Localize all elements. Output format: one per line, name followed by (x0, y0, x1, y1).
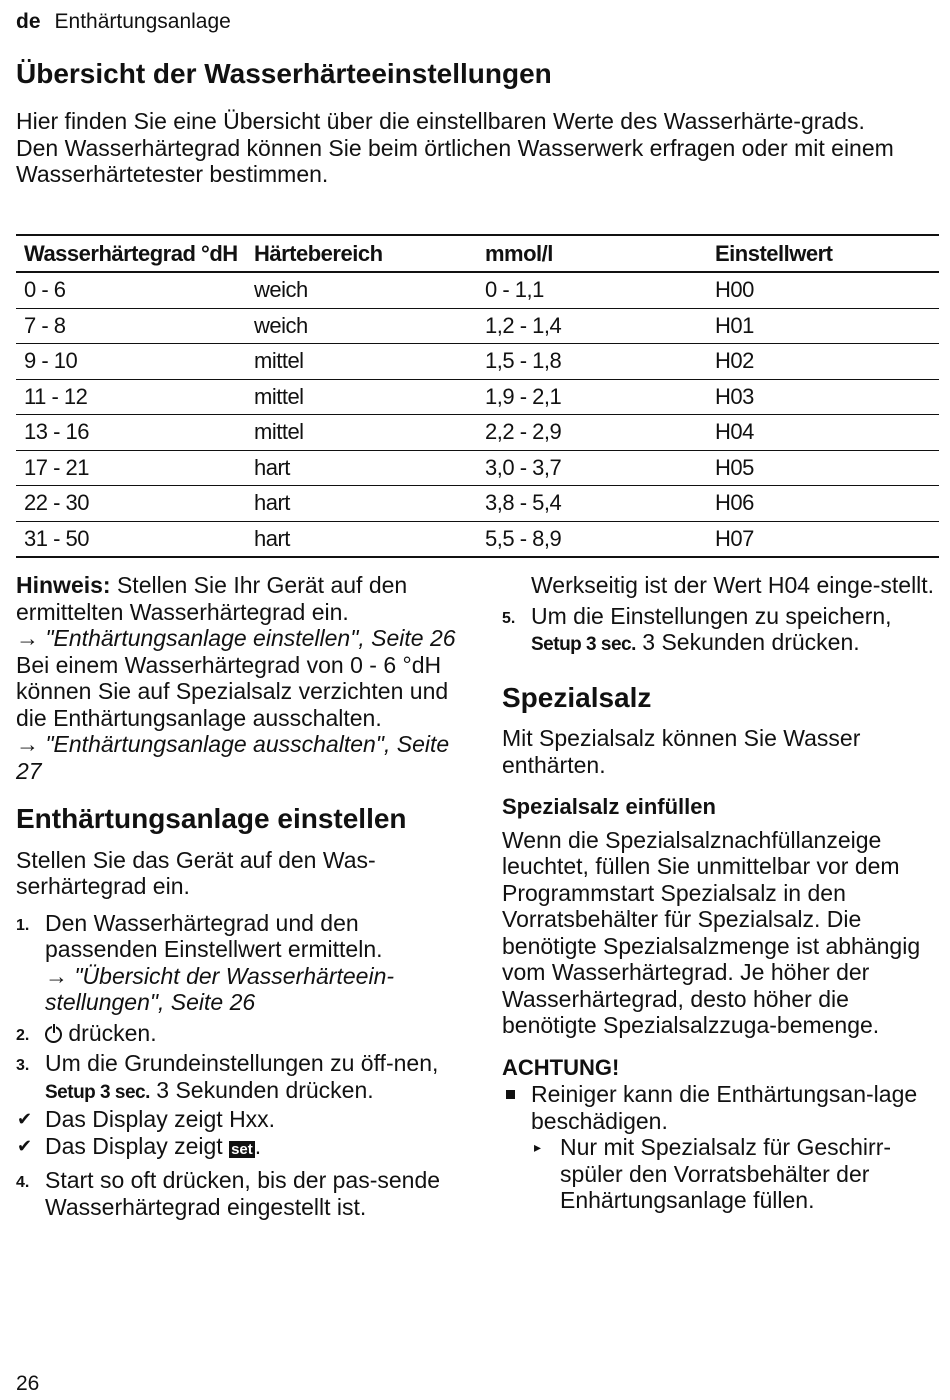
table-row (16, 308, 939, 344)
table-cell: 5,5 - 8,9 (485, 525, 562, 551)
section-title-salt: Spezialsalz (502, 681, 652, 713)
table-row (16, 415, 939, 451)
table-row (16, 379, 939, 415)
check-icon: ✔ (17, 1109, 33, 1129)
table-cell: mittel (246, 379, 477, 415)
table-cell: 1,5 - 1,8 (477, 344, 707, 380)
warning-action (502, 1134, 940, 1214)
table-cell: 3,0 - 3,7 (477, 450, 707, 486)
table-cell: H01 (707, 308, 939, 344)
column-header: Wasserhärtegrad °dH (16, 235, 246, 272)
table-cell: H07 (715, 525, 754, 551)
table-cell: 22 - 30 (16, 486, 246, 522)
table-cell: 9 - 10 (16, 344, 246, 380)
display-set-badge: set (231, 1140, 253, 1158)
table-cell: weich (246, 272, 477, 308)
table-cell: H00 (707, 272, 939, 308)
language-code: de (16, 10, 41, 33)
warning-item (502, 1081, 940, 1134)
table-cell: H03 (707, 379, 939, 415)
table-cell: hart (246, 450, 477, 486)
intro-paragraph: Hier finden Sie eine Übersicht über die einstellbaren Werte des Wasserhärte-grads. (16, 108, 865, 134)
step-text: 3 Sekunden drücken. (635, 629, 860, 655)
warning-title: ACHTUNG! (502, 1054, 620, 1080)
column-header: mmol/l (477, 235, 707, 272)
column-header: Härtebereich (246, 235, 477, 272)
table-row (16, 344, 939, 380)
triangle-bullet-icon: ▸ (534, 1139, 542, 1155)
bullet-square-icon (506, 1090, 515, 1099)
table-cell: 2,2 - 2,9 (477, 415, 707, 451)
table-row (16, 272, 939, 308)
setup-key-label: Setup 3 sec. (531, 634, 636, 655)
table-cell: 1,2 - 1,4 (477, 308, 707, 344)
power-icon (45, 1026, 62, 1043)
salt-intro: Mit Spezialsalz können Sie Wasser enthärten. (502, 725, 861, 778)
step-number: 3. (16, 1057, 30, 1074)
salt-fill-text: Wenn die Spezialsalznachfüllanzeige leuchtet, füllen Sie unmittelbar vor dem Programmstart Spezialsalz in den Vorratsbehälter für Spezialsalz. Die benötigte Spezialsalzmenge ist abhängig vom Wasserhärtegrad. Je höher der Wasserhärtegrad, desto höher die benötigte Spezialsalzzuga-bemenge. (502, 826, 921, 1038)
default-value-note: Werkseitig ist der Wert H04 einge-stellt. (531, 572, 935, 598)
page-number: 26 (16, 1372, 40, 1395)
right-column (502, 572, 940, 1214)
warning-action-text: Nur mit Spezialsalz für Geschirr-spüler den Vorratsbehälter der Enhärtungsanlage füllen. (560, 1134, 892, 1213)
section-name: Enthärtungsanlage (54, 10, 231, 33)
table-cell: 3,8 - 5,4 (477, 486, 707, 522)
page-title: Übersicht der Wasserhärteeinstellungen (16, 58, 552, 89)
table-row (16, 450, 939, 486)
subsection-title: Spezialsalz einfüllen (502, 794, 716, 819)
intro-text (16, 108, 941, 188)
result-text: Das Display zeigt Hxx. (45, 1106, 276, 1132)
setup-key-label: Setup 3 sec. (45, 1081, 150, 1103)
table-cell: 1,9 - 2,1 (477, 379, 707, 415)
result-text: Das Display zeigt (45, 1132, 230, 1159)
table-cell: 0 - 1,1 (477, 272, 707, 308)
cross-reference-link[interactable]: → "Enthärtungsanlage ausschalten", Seite 27 (16, 731, 450, 784)
table-cell: H02 (707, 344, 939, 380)
setup-intro: Stellen Sie das Gerät auf den Was-serhärtegrad ein. (16, 846, 376, 899)
step-item (16, 910, 466, 1016)
check-icon: ✔ (17, 1135, 33, 1156)
step-text: Um die Grundeinstellungen zu öff-nen, (45, 1050, 439, 1076)
table-cell: H04 (707, 415, 939, 451)
table-cell: 13 - 16 (16, 415, 246, 451)
step-item (16, 1020, 466, 1047)
page-header (16, 10, 231, 34)
step-item (502, 603, 940, 659)
table-cell: hart (246, 486, 477, 522)
left-column (16, 572, 466, 1220)
cross-reference-link[interactable]: → "Enthärtungsanlage einstellen", Seite 26 (16, 625, 456, 651)
warning-text: Reiniger kann die Enthärtungsan-lage beschädigen. (531, 1081, 918, 1134)
table-cell: H06 (707, 486, 939, 522)
table-cell: weich (246, 308, 477, 344)
table-header-row (16, 235, 939, 272)
column-header: Einstellwert (707, 235, 939, 272)
step-text: Start so oft drücken, bis der pas-sende Wasserhärtegrad eingestellt ist. (45, 1167, 441, 1220)
table-cell: 31 - 50 (24, 525, 89, 551)
table-cell: mittel (246, 415, 477, 451)
step-text: Um die Einstellungen zu speichern, (531, 602, 892, 629)
table-cell: 11 - 12 (16, 379, 246, 415)
step-text: Den Wasserhärtegrad und den passenden Einstellwert ermitteln. (45, 909, 383, 962)
table-row (16, 486, 939, 522)
step-text: drücken. (62, 1019, 157, 1046)
step-number: 5. (502, 609, 516, 627)
table-cell: hart (254, 525, 290, 551)
step-number: 2. (16, 1026, 30, 1044)
hardness-table (16, 234, 939, 558)
hint-paragraph (16, 572, 466, 625)
step-number: 1. (16, 916, 30, 934)
step-text: 3 Sekunden drücken. (149, 1076, 374, 1103)
table-cell: 7 - 8 (16, 308, 246, 344)
section-title-setup: Enthärtungsanlage einstellen (16, 803, 407, 834)
cross-reference-link[interactable]: → "Übersicht der Wasserhärteein-stellungen", Seite 26 (45, 962, 395, 1015)
step-item (16, 1167, 466, 1220)
intro-paragraph: Den Wasserhärtegrad können Sie beim örtlichen Wasserwerk erfragen oder mit einem Wasserhärtetester bestimmen. (16, 134, 894, 187)
result-item (16, 1133, 466, 1164)
hint-label: Hinweis: (16, 572, 111, 598)
step-number: 4. (16, 1174, 30, 1191)
table-cell: 17 - 21 (16, 450, 246, 486)
hint-text-2: Bei einem Wasserhärtegrad von 0 - 6 °dH können Sie auf Spezialsalz verzichten und die Enthärtungsanlage ausschalten. (16, 651, 449, 731)
step-item (16, 1050, 466, 1106)
table-cell: 0 - 6 (16, 272, 246, 308)
table-row (16, 521, 939, 557)
hint-text: Stellen Sie Ihr Gerät auf den ermittelten Wasserhärtegrad ein. (16, 572, 408, 625)
result-text: . (254, 1132, 262, 1159)
table-cell: mittel (246, 344, 477, 380)
result-item (16, 1106, 466, 1133)
table-cell: H05 (707, 450, 939, 486)
